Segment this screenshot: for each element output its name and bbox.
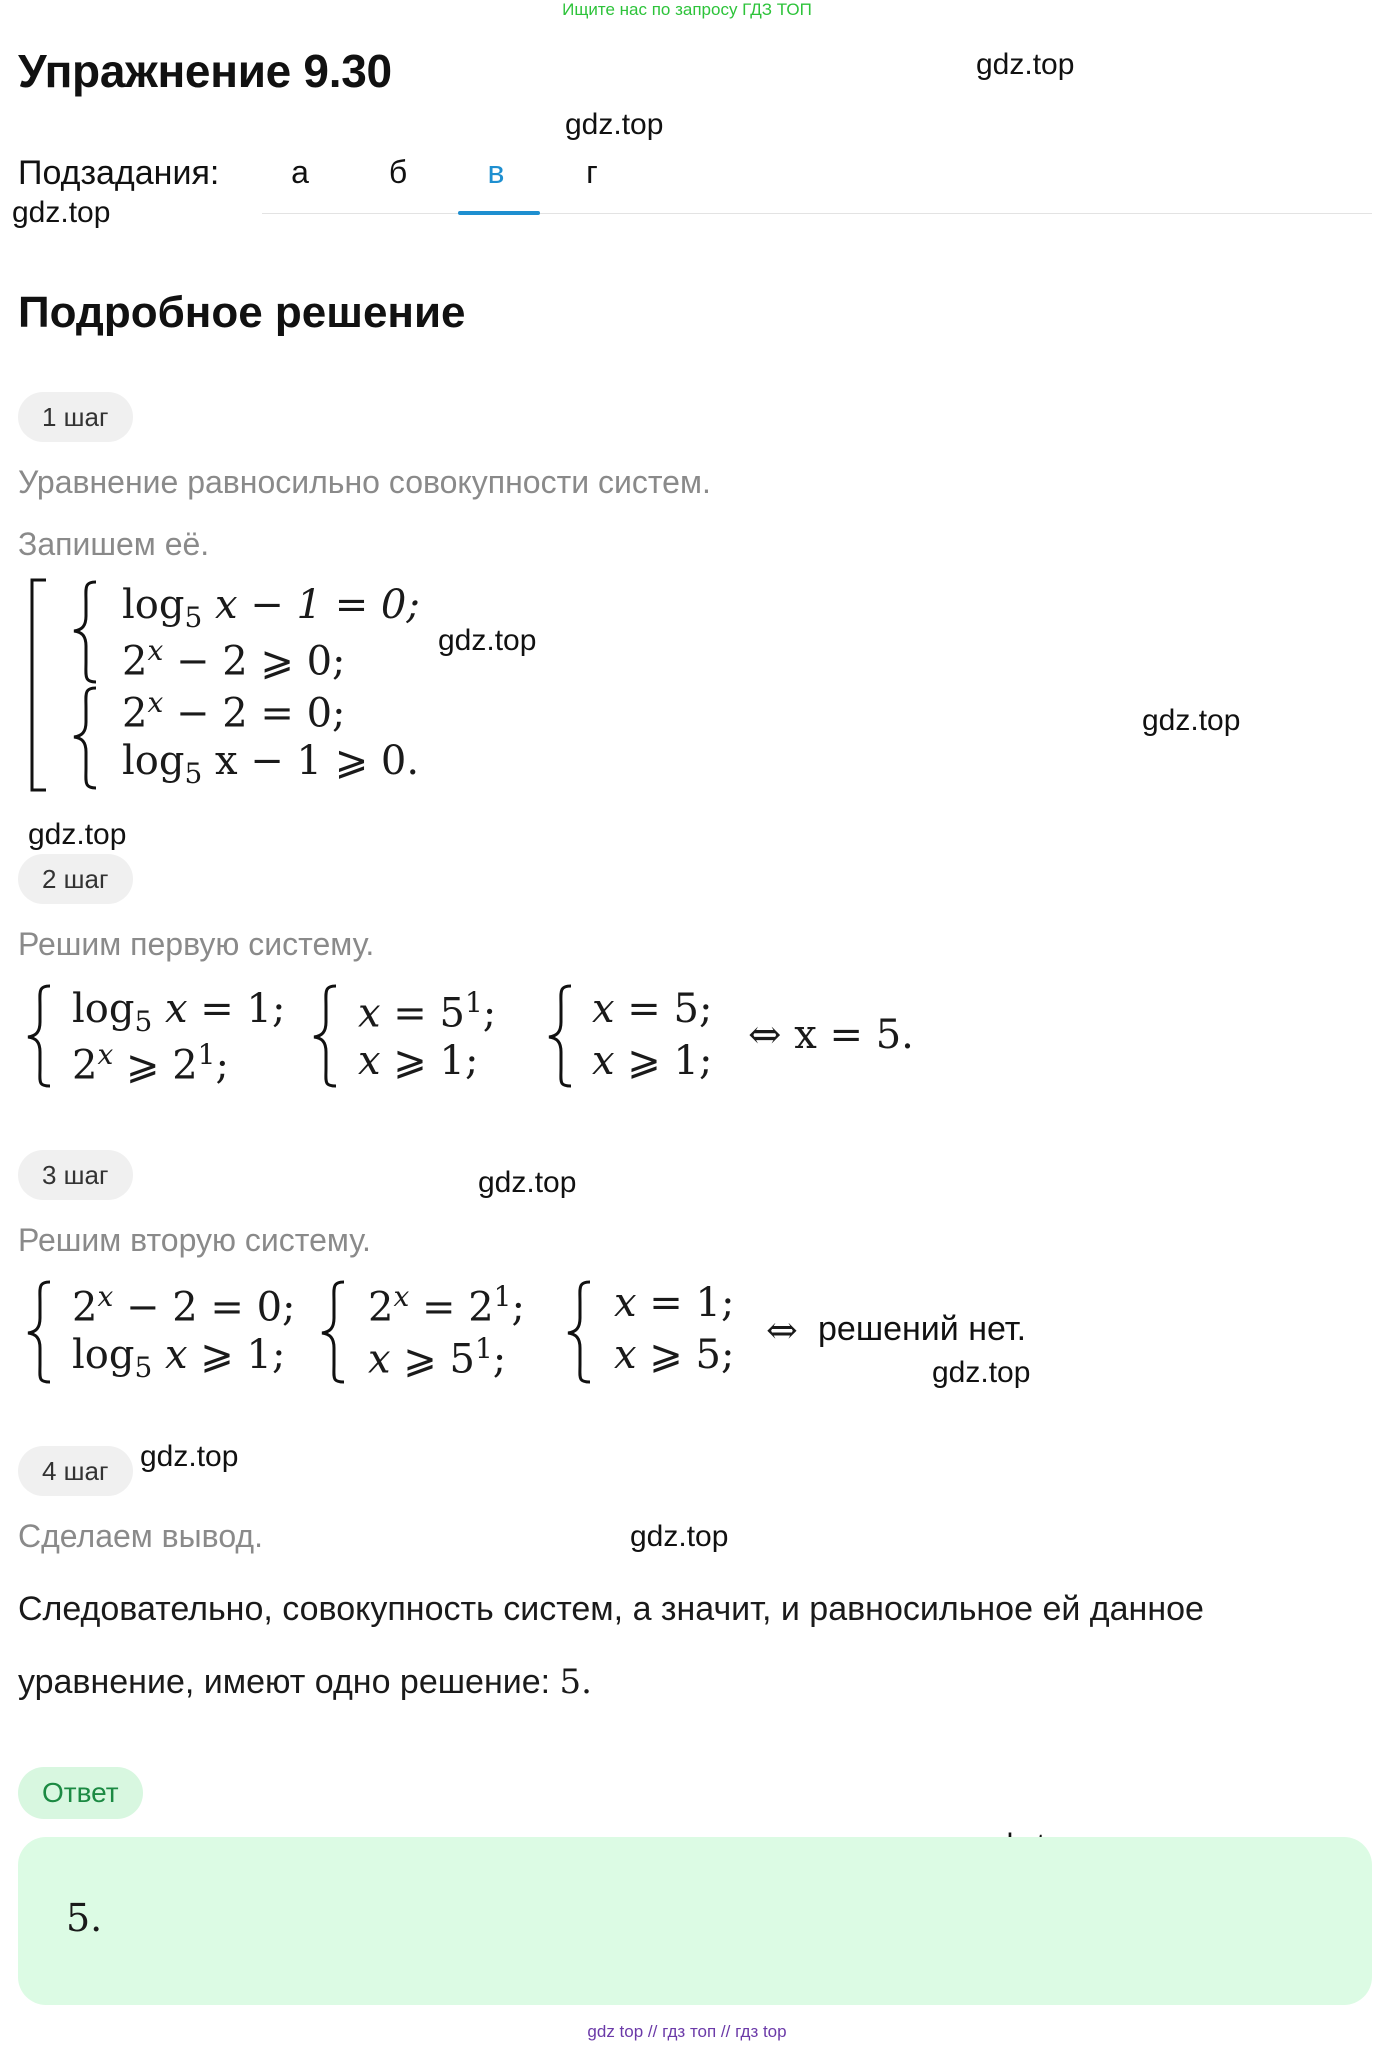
step-2-result: ⇔ x = 5. [748,1012,914,1058]
conclusion-text: уравнение, имеют одно решение: 5. [18,1662,592,1702]
brace-symbol [564,1280,596,1384]
math-line: $2^x - 2$ ⩾ 0; [122,634,346,685]
section-title: Подробное решение [18,288,466,337]
math-line: $2^x = 2^1$; [368,1280,525,1331]
tabs-divider [262,213,1372,214]
watermark: gdz.top [630,1520,729,1553]
step-3-result-text: решений нет. [818,1310,1027,1348]
math-line: 2$^x$ ⩾ $2^1$; [72,1038,229,1089]
active-tab-indicator [458,211,540,215]
step-3-label: 3 шаг [18,1150,133,1200]
math-line: x ⩾ 1; [592,1038,713,1084]
math-line: $\log_5 x - 1$ ⩾ 0. [122,738,420,790]
conclusion-text: Следовательно, совокупность систем, а значит, и равносильное ей данное [18,1590,1204,1628]
math-line: x ⩾ 1; [358,1038,479,1084]
brace-symbol [318,1280,350,1384]
watermark: gdz.top [976,48,1075,81]
footer-links[interactable]: gdz top // гдз топ // гдз top [587,2022,787,2041]
brace-symbol [310,984,342,1088]
brace-symbol [545,984,577,1088]
tab-a[interactable]: а [291,154,309,190]
subtasks-label: Подзадания: [18,154,220,192]
watermark: gdz.top [12,196,111,229]
step-3-result-symbol: ⇔ [766,1308,798,1352]
brace-symbol [24,1280,56,1384]
watermark: gdz.top [438,624,537,657]
math-line: $\log_5 x$ ⩾ 1; [72,1332,286,1384]
math-line: $\log_5 x - 1 = 0$; [122,582,420,634]
step-4-text: Сделаем вывод. [18,1518,263,1554]
math-line: $x = 5^1$; [358,986,497,1037]
step-3-text: Решим вторую систему. [18,1222,371,1258]
math-line: x = 5; [592,986,713,1032]
step-4-label: 4 шаг [18,1446,133,1496]
answer-box [18,1837,1372,2005]
top-banner[interactable]: Ищите нас по запросу ГДЗ ТОП [562,0,812,19]
step-1-label: 1 шаг [18,392,133,442]
tab-b[interactable]: б [388,154,408,190]
tab-v[interactable]: в [487,154,505,190]
step-1-text: Запишем её. [18,526,210,562]
watermark: gdz.top [932,1356,1031,1389]
step-2-label: 2 шаг [18,854,133,904]
math-line: x ⩾ 5; [614,1332,735,1378]
tab-g[interactable]: г [586,154,598,190]
brace-symbol [24,984,56,1088]
math-line: x = 1; [614,1280,735,1326]
conclusion-value: 5. [559,1662,592,1702]
step-1-text: Уравнение равносильно совокупности систем. [18,464,711,500]
watermark: gdz.top [1142,704,1241,737]
math-line: $2^x - 2 = 0$; [72,1280,296,1331]
math-line: $2^x - 2 = 0$; [122,686,346,737]
watermark: gdz.top [478,1166,577,1199]
step-2-text: Решим первую систему. [18,926,375,962]
math-line: $\log_5 x = 1$; [72,986,286,1038]
watermark: gdz.top [565,108,664,141]
math-line: x ⩾ $5^1$; [368,1332,507,1383]
watermark: gdz.top [140,1440,239,1473]
page-title: Упражнение 9.30 [18,45,392,97]
answer-value: 5. [66,1896,103,1940]
watermark: gdz.top [28,818,127,851]
answer-label: Ответ [18,1767,143,1819]
